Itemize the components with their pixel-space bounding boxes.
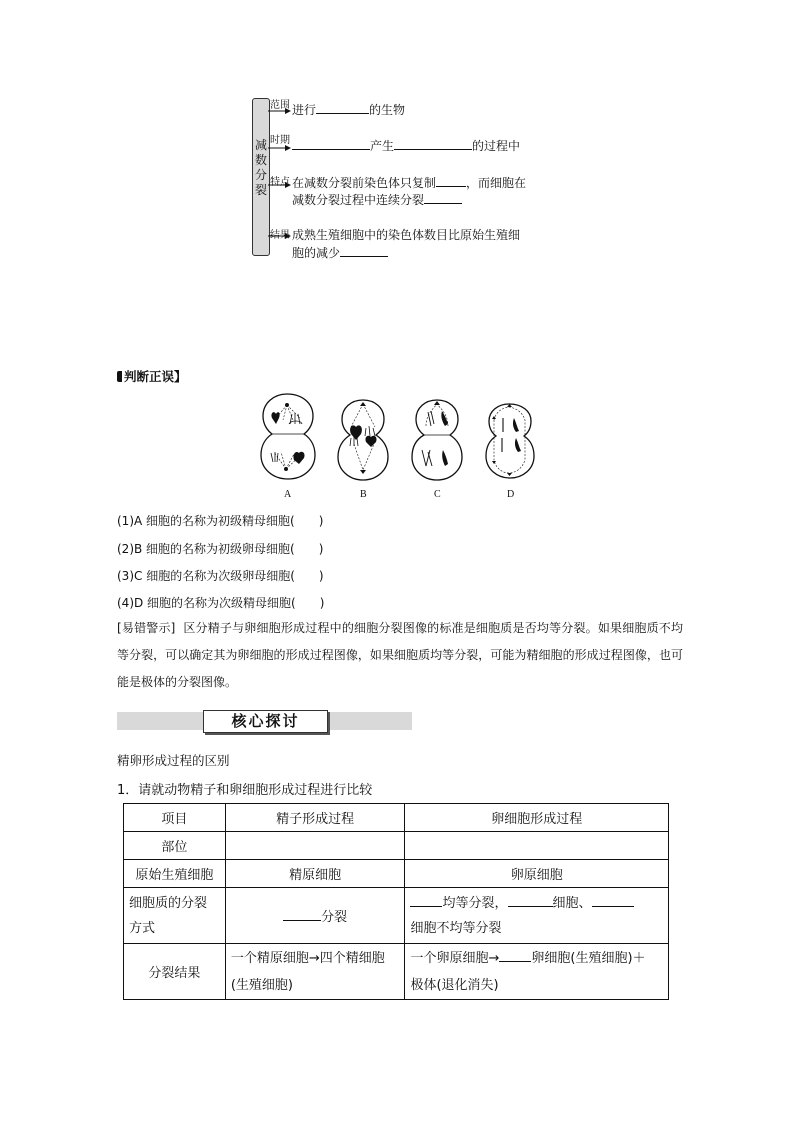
blank <box>340 245 388 257</box>
blank <box>436 175 466 187</box>
cell-a <box>261 394 315 500</box>
blank <box>283 908 321 921</box>
header-item: 项目 <box>124 804 226 832</box>
cell-b <box>338 400 388 500</box>
section-title-core: 核心探讨 <box>203 710 328 733</box>
concept-map-title: 减 数 分 裂 <box>255 138 268 197</box>
label-period: 时期 <box>270 135 290 146</box>
warning-paragraph <box>117 615 683 696</box>
header-egg: 卵细胞形成过程 <box>405 804 669 832</box>
cell-sperm-result: 一个精原细胞→四个精细胞 (生殖细胞) <box>225 944 405 1000</box>
subheading: 精卵形成过程的区别 <box>117 753 230 768</box>
table-row <box>124 944 669 1000</box>
cell-c <box>412 400 462 500</box>
feature-line-2: 减数分裂过程中连续分裂 <box>292 191 462 208</box>
cell-d <box>486 404 534 500</box>
header-sperm: 精子形成过程 <box>225 804 405 832</box>
statement-3: (3)C 细胞的名称为次级卵母细胞( ) <box>117 569 324 583</box>
table-header-row <box>124 804 669 832</box>
blank <box>410 894 442 907</box>
cell-sperm-original: 精原细胞 <box>225 860 405 888</box>
blank <box>499 949 531 962</box>
table-row <box>124 832 669 860</box>
cell-sperm-division: 分裂 <box>225 888 405 944</box>
label-scope: 范围 <box>270 100 290 111</box>
blank <box>508 894 553 907</box>
result-line-1: 成熟生殖细胞中的染色体数目比原始生殖细 <box>292 228 521 242</box>
label-result: 结果 <box>270 230 290 241</box>
blank <box>292 138 370 150</box>
section-heading-judge: 判断正误】 <box>117 367 187 385</box>
statement-1: (1)A 细胞的名称为初级精母细胞( ) <box>117 514 324 528</box>
question-1: 1．请就动物精子和卵细胞形成过程进行比较 <box>117 783 373 798</box>
blank <box>316 102 369 114</box>
warning-text: 区分精子与卵细胞形成过程中的细胞分裂图像的标准是细胞质是否均等分裂。如果细胞质不均等分裂，可以确定其为卵细胞的形成过程图像，如果细胞质均等分裂，可能为精细胞的形成过程图像，也可能是极体的分裂图像。 <box>117 621 683 689</box>
row-label-result: 分裂结果 <box>124 944 226 1000</box>
period-text: 产生 的过程中 <box>292 137 520 154</box>
row-label-original: 原始生殖细胞 <box>124 860 226 888</box>
table-row <box>124 860 669 888</box>
feature-line-1: 在减数分裂前染色体只复制 ，而细胞在 <box>292 176 527 190</box>
cell-empty <box>225 832 405 860</box>
label-feature: 特点 <box>270 177 290 188</box>
statement-2: (2)B 细胞的名称为初级卵母细胞( ) <box>117 542 324 556</box>
warning-tag: [易错警示] <box>117 621 176 635</box>
row-label-location: 部位 <box>124 832 226 860</box>
cell-label-b: B <box>360 489 367 500</box>
blank <box>424 192 462 204</box>
row-label-division: 细胞质的分裂 方式 <box>124 888 226 944</box>
cell-division-figure <box>250 390 550 502</box>
blank <box>394 138 472 150</box>
statement-4: (4)D 细胞的名称为次级精母细胞( ) <box>117 596 325 610</box>
cell-label-d: D <box>507 489 515 500</box>
comparison-table <box>123 803 669 1000</box>
cell-label-c: C <box>434 489 441 500</box>
cell-egg-result: 一个卵原细胞→ 卵细胞(生殖细胞)＋ 极体(退化消失) <box>405 944 669 1000</box>
table-row <box>124 888 669 944</box>
blank <box>592 894 634 907</box>
cell-label-a: A <box>284 489 292 500</box>
cell-egg-original: 卵原细胞 <box>405 860 669 888</box>
bracket-icon <box>117 371 122 382</box>
cell-empty <box>405 832 669 860</box>
result-line-2: 胞的减少 <box>292 244 388 261</box>
scope-text: 进行 的生物 <box>292 103 406 117</box>
cell-egg-division: 均等分裂， 细胞、 细胞不均等分裂 <box>405 888 669 944</box>
